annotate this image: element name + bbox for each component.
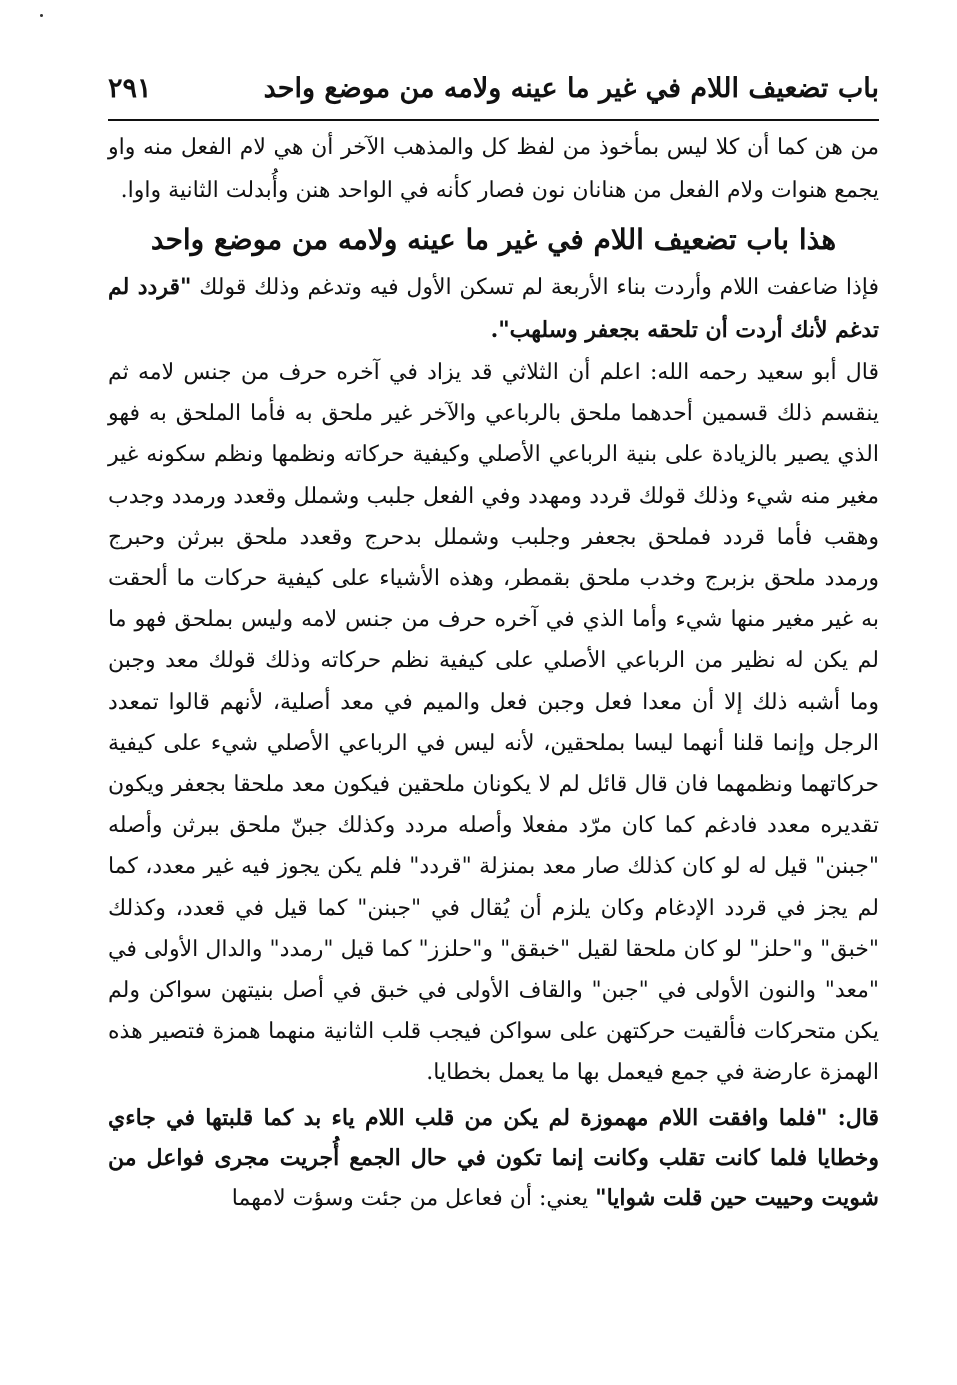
final-paragraph	[108, 1098, 879, 1219]
section-opening-paragraph	[108, 266, 879, 352]
running-header	[108, 62, 879, 114]
header-rule	[108, 119, 879, 121]
running-title: باب تضعيف اللام في غير ما عينه ولامه من موضع واحد	[263, 72, 879, 104]
commentary-paragraph: قال أبو سعيد رحمه الله: اعلم أن الثلاثي قد يزاد في آخره حرف من جنس لامه ثم ينقسم ذلك قسمين أحدهما ملحق بالرباعي والآخر غير ملحق به فأما الملحق به فهو الذي يصير بالزيادة على بنية الرباعي الأصلي وكيفية حركاته ونظمها ونظم سكونه غير مغير منه شيء وذلك قولك قردد ومهدد وفي الفعل جلبب وشملل وقعدد ورمدد وجدب وهقب فأما قردد فملحق بجعفر وجلبب وشملل بدحرج وقعدد ملحق ببرثن وحبرج ورمدد ملحق بزبرج وخدب ملحق بقمطر، وهذه الأشياء على كيفية حركات ما ألحقت به غير مغير منها شيء وأما الذي في آخره حرف من جنس لامه وليس بملحق فهو ما لم يكن له نظير من الرباعي الأصلي على كيفية نظم حركاته وذلك قولك معد وجبن وما أشبه ذلك إلا أن معدا فعل وجبن فعل والميم في معد أصلية، لأنهم قالوا تمعدد الرجل وإنما قلنا أنهما ليسا بملحقين، لأنه ليس في الرباعي الأصلي شيء على كيفية حركاتهما ونظمهما فان قال قائل لم لا يكونان ملحقين فيكون معد ملحقا بجعفر ويكون تقديره معدد فادغم كما كان مرّد مفعلا وأصله مردد وكذلك جبنّ ملحق ببرثن وأصله "جبنن" قيل له لو كان كذلك صار معد بمنزلة "قردد" فلم يكن يجوز فيه غير معدد، كما لم يجز في قردد الإدغام وكان يلزم أن يُقال في "جبنن" كما قيل في قعدد، وكذلك "خبق" و"حلز" لو كان ملحقا لقيل "خبقق" و"حلزز" كما قيل "رمدد" والدال الأولى في "معد" والنون الأولى في "جبن" والقاف الأولى في خبق في أصل بنيتهن سواكن ولم يكن متحركات فألقيت حركتهن على سواكن فيجب قلب الثانية منهما همزة فتصير هذه الهمزة عارضة في جمع فيعمل بها ما يعمل بخطايا.	[108, 360, 879, 1086]
section-quote: "قردد لم تدغم لأنك أردت أن تلحقه بجعفر وسلهب".	[108, 274, 879, 343]
intro-paragraph: من هن كما أن كلا ليس بمأخوذ من لفظ كل والمذهب الآخر أن هي لام الفعل منه واو يجمع هنوات ولام الفعل من هنانان نون فصار كأنه في الواحد هنن وأُبدلت الثانية واوا.	[108, 135, 879, 203]
section-heading: هذا باب تضعيف اللام في غير ما عينه ولامه من موضع واحد	[150, 223, 837, 256]
scan-speck	[40, 14, 43, 17]
page-number: ٢٩١	[108, 72, 152, 104]
final-paragraph-bold: قال: "فلما وافقت اللام مهموزة لم يكن من قلب اللام ياء بد كما قلبتها في جاءي وخطايا فلما كانت تقلب وكانت إنما تكون في حال الجمع أُجريت مجرى فواعل من شويت وحييت حين قلت شوايا"	[108, 1104, 879, 1211]
section-opening-text: فإذا ضاعفت اللام وأردت بناء الأربعة لم تسكن الأول فيه وتدغم وذلك قولك	[199, 275, 879, 300]
page-body	[108, 126, 879, 1219]
final-paragraph-plain: يعني: أن فعاعل من جئت وسؤت لامهما	[231, 1185, 596, 1211]
